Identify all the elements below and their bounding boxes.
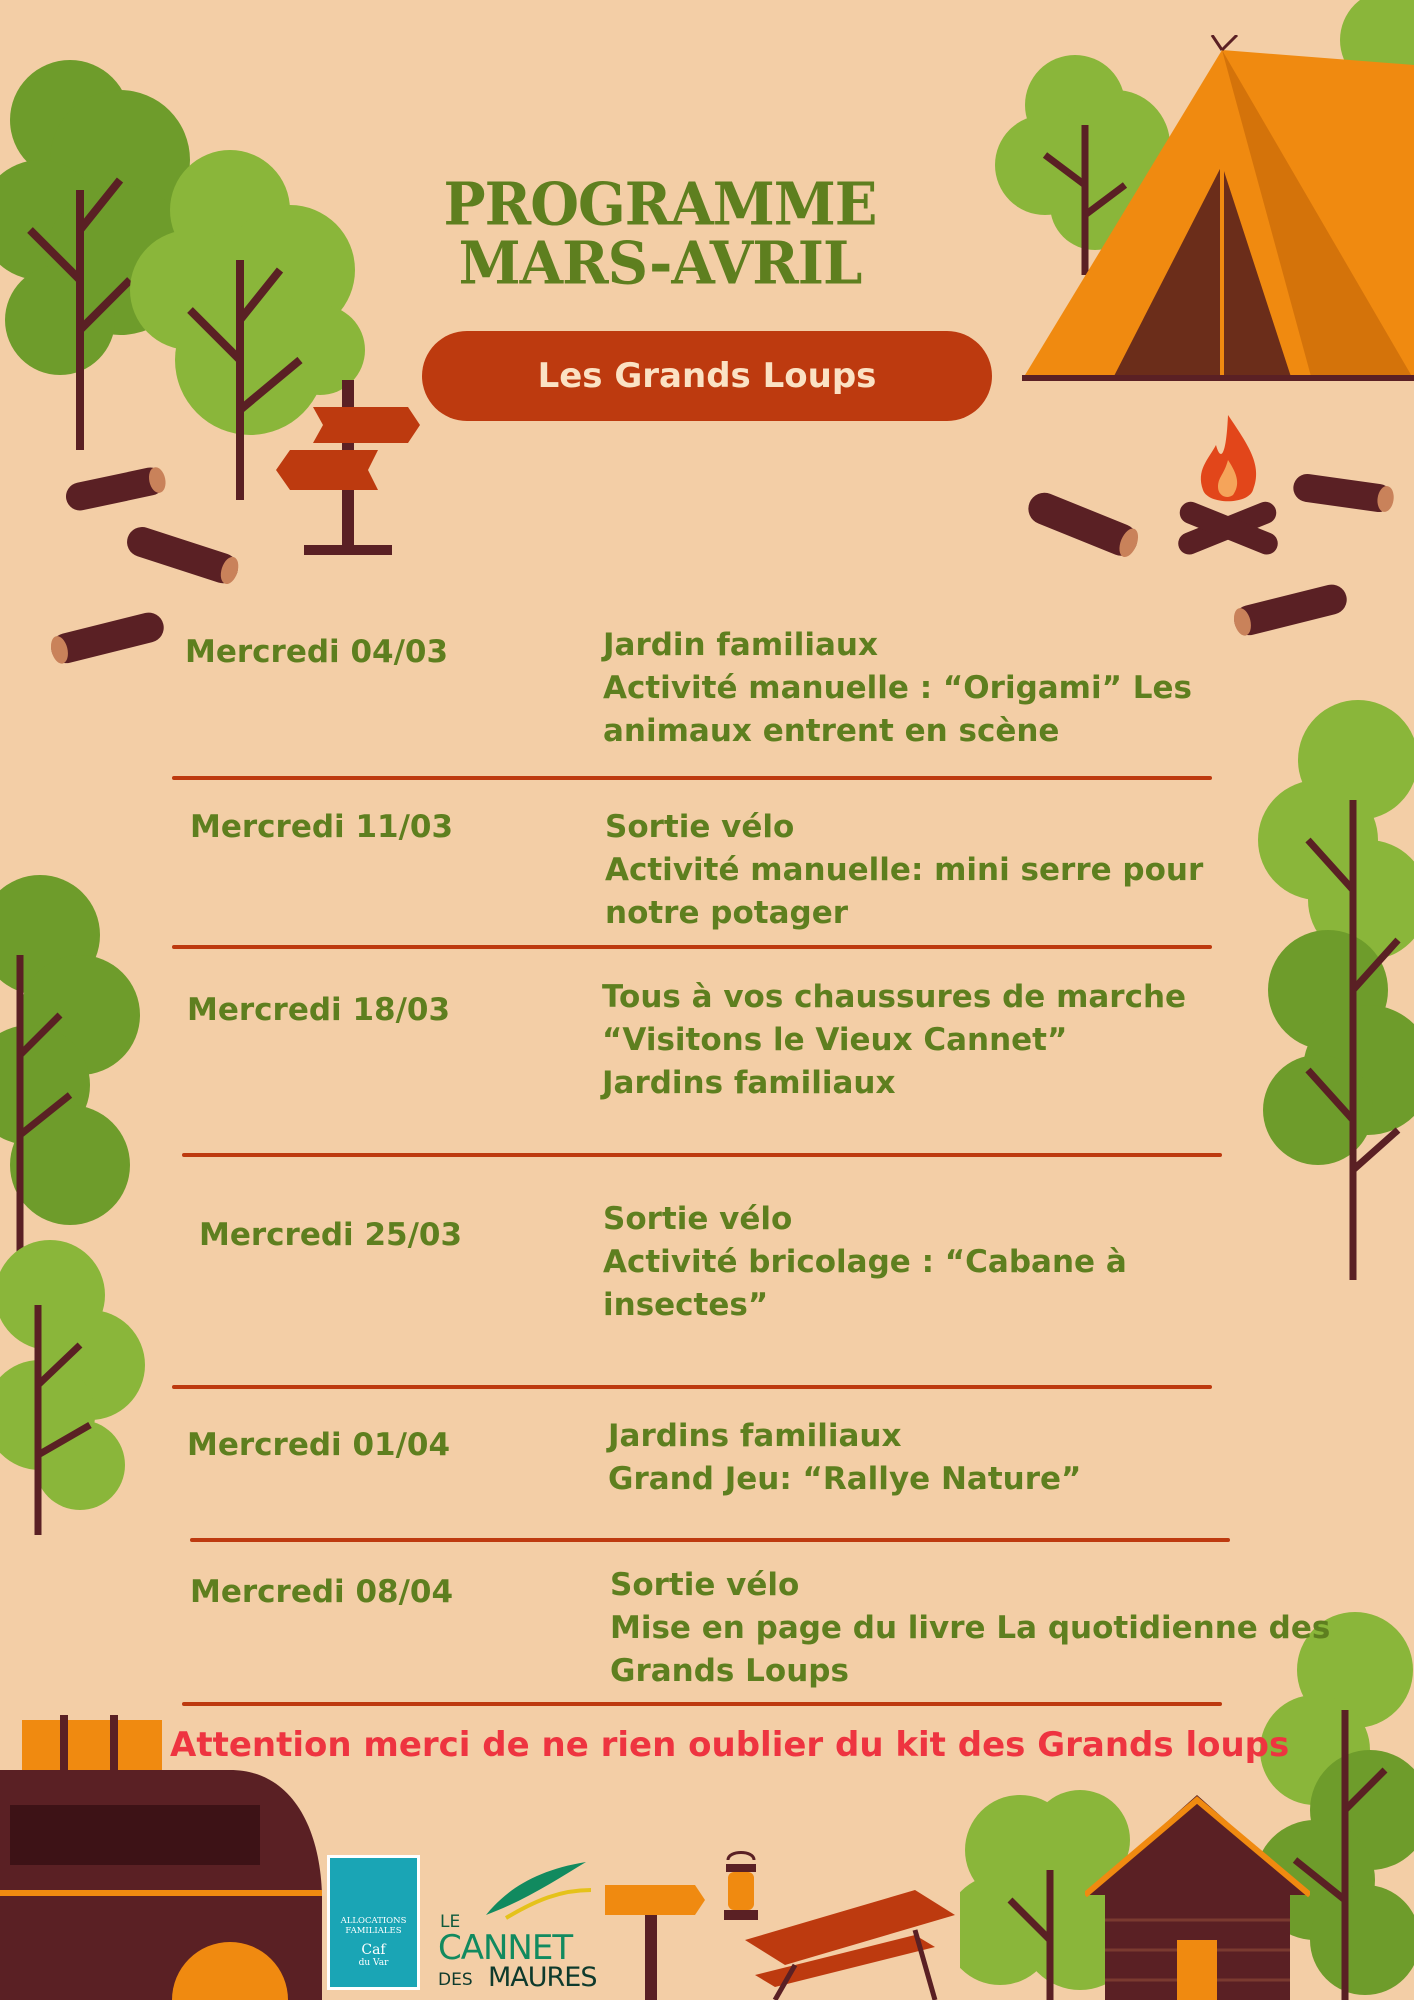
schedule-date: Mercredi 01/04	[187, 1427, 451, 1463]
title-line-1: PROGRAMME	[443, 169, 877, 240]
group-name: Les Grands Loups	[537, 356, 877, 396]
cabin-icon	[1085, 1795, 1310, 2000]
row-divider	[182, 1153, 1222, 1157]
signpost-icon	[605, 1880, 705, 2000]
page-title	[440, 169, 880, 299]
schedule-date: Mercredi 18/03	[187, 992, 451, 1028]
schedule-date: Mercredi 08/04	[190, 1574, 454, 1610]
caf-logo-department: du Var	[358, 1958, 389, 1968]
schedule-date: Mercredi 25/03	[199, 1217, 463, 1253]
signpost-icon	[268, 375, 428, 560]
schedule-activity: Jardins familiaux Grand Jeu: “Rallye Nature”	[608, 1418, 1082, 1497]
caf-logo	[327, 1855, 420, 1990]
schedule-activity: Sortie vélo Activité manuelle: mini serre pour notre potager	[605, 809, 1204, 931]
warning-text: Attention merci de ne rien oublier du kit des Grands loups	[170, 1725, 1290, 1765]
log-icon	[60, 463, 170, 513]
row-divider	[182, 1702, 1222, 1706]
log-icon	[1020, 480, 1145, 570]
leaf-icon	[476, 1860, 596, 1920]
log-icon	[45, 603, 170, 673]
campfire-icon	[1168, 405, 1288, 555]
tree-icon	[0, 875, 140, 1255]
le-cannet-des-maures-logo: LE CANNET DES MAURES	[436, 1860, 606, 1995]
log-icon	[1288, 463, 1398, 523]
log-icon	[120, 520, 245, 590]
row-divider	[172, 1385, 1212, 1389]
row-divider	[190, 1538, 1230, 1542]
group-name-badge	[422, 331, 992, 421]
picnic-table-icon	[735, 1885, 965, 2000]
row-divider	[172, 776, 1212, 780]
row-divider	[172, 945, 1212, 949]
schedule-activity: Tous à vos chaussures de marche “Visitons le Vieux Cannet” Jardins familiaux	[602, 979, 1187, 1101]
caf-logo-name: Caf	[361, 1942, 386, 1958]
tent-icon	[1022, 35, 1414, 385]
schedule-activity: Jardin familiaux Activité manuelle : “Origami” Les animaux entrent en scène	[603, 627, 1192, 749]
schedule-activity: Sortie vélo Mise en page du livre La quotidienne des Grands Loups	[610, 1567, 1331, 1689]
tree-icon	[0, 1235, 145, 1535]
schedule-date: Mercredi 04/03	[185, 634, 449, 670]
title-line-2: MARS-AVRIL	[458, 228, 862, 299]
schedule-date: Mercredi 11/03	[190, 809, 454, 845]
schedule-activity: Sortie vélo Activité bricolage : “Cabane à insectes”	[603, 1201, 1127, 1323]
caf-logo-subtitle: ALLOCATIONS FAMILIALES	[340, 1916, 407, 1936]
